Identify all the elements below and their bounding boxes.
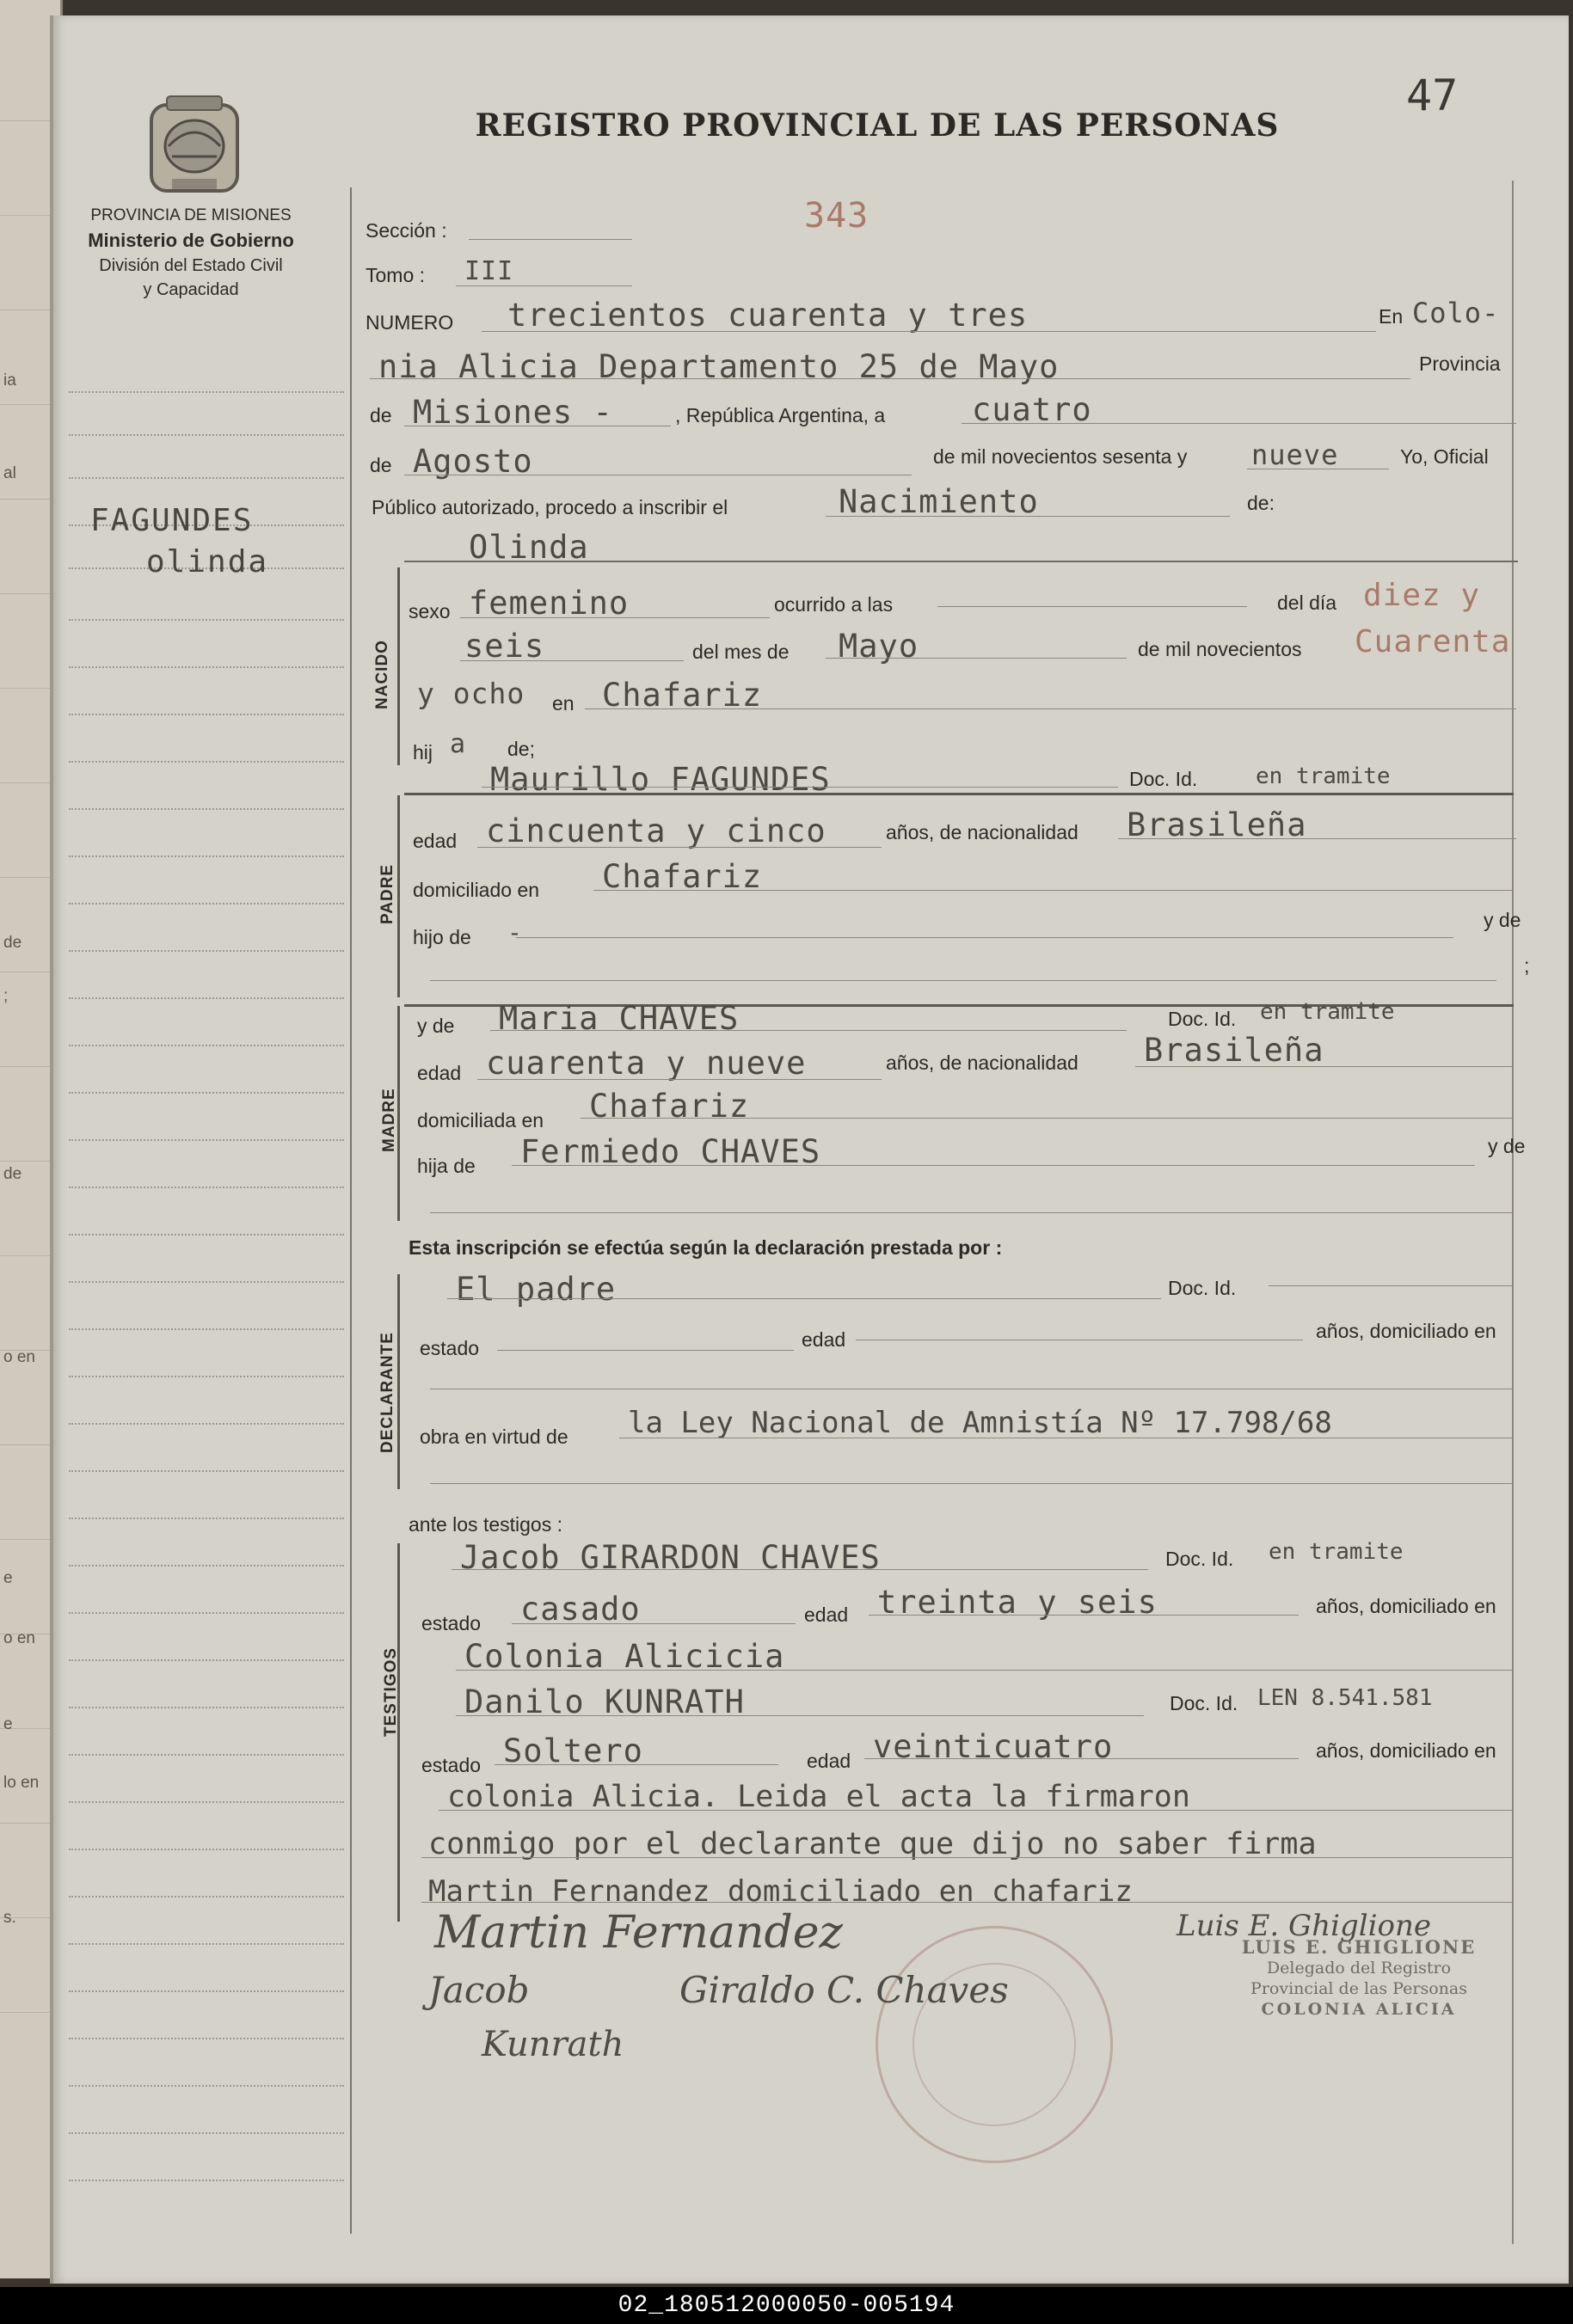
testigo2-edad-value: veinticuatro	[873, 1728, 1114, 1765]
domiciliado-label: domiciliado en	[413, 879, 540, 901]
nac-mes-value: Mayo	[839, 628, 919, 665]
declarante-label: DECLARANTE	[378, 1332, 396, 1453]
margin-rule	[69, 1565, 344, 1567]
rule	[439, 1810, 1514, 1811]
margin-rule	[69, 1518, 344, 1519]
left-fragment: s.	[3, 1909, 16, 1927]
dia-value: cuatro	[972, 391, 1092, 428]
stamp-role: Delegado del Registro	[1266, 1959, 1452, 1978]
margin-rule	[69, 1139, 344, 1141]
rule	[460, 617, 770, 618]
anios-dom-label: años, domiciliado en	[1316, 1595, 1496, 1617]
left-fragment: o en	[3, 1348, 35, 1366]
margin-rule	[69, 2085, 344, 2087]
margin-rule	[69, 619, 344, 621]
margin-rule	[69, 1896, 344, 1898]
rule	[869, 1615, 1299, 1616]
numero-label: NUMERO	[366, 311, 454, 334]
left-fragment: o en	[3, 1629, 35, 1647]
madre-label: MADRE	[380, 1088, 398, 1152]
doc-label: Doc. Id.	[1168, 1008, 1237, 1030]
testigo1-doc-value: en tramite	[1269, 1539, 1404, 1565]
padre-doc-value: en tramite	[1256, 763, 1391, 789]
rule	[456, 285, 632, 286]
rule	[477, 847, 882, 848]
seccion-value: 343	[804, 196, 869, 236]
anios-dom-label: años, domiciliado en	[1316, 1320, 1496, 1342]
section-bracket	[397, 1274, 400, 1489]
provincia-value: Misiones -	[413, 394, 613, 431]
margin-rule	[69, 1281, 344, 1283]
cierre-line-3: Martin Fernandez domiciliado en chafariz	[428, 1874, 1133, 1909]
cierre-line-2: conmigo por el declarante que dijo no saber firma	[428, 1827, 1317, 1861]
margin-rule	[69, 950, 344, 952]
nac-dia-value: diez y	[1363, 578, 1481, 613]
left-fragment: de	[3, 1165, 22, 1183]
rule	[430, 1212, 1514, 1213]
hijo-de-label: hijo de	[413, 926, 471, 948]
de2-label: de:	[1247, 492, 1275, 514]
mil-label: de mil novecientos sesenta y	[933, 445, 1188, 468]
madre-nac-value: Brasileña	[1144, 1032, 1324, 1069]
signature-official: Luis E. Ghiglione	[1177, 1909, 1431, 1943]
rule	[456, 1715, 1144, 1716]
tomo-label: Tomo :	[366, 264, 426, 286]
de-label: de	[370, 404, 392, 426]
rule	[482, 787, 1118, 788]
rule	[581, 1118, 1514, 1119]
nombre-value: Olinda	[469, 529, 589, 566]
margin-rule	[69, 2038, 344, 2039]
mil2-label: de mil novecientos	[1138, 638, 1302, 660]
padre-edad-value: cincuenta y cinco	[486, 812, 826, 849]
margin-rule	[69, 1376, 344, 1377]
obra-value: la Ley Nacional de Amnistía Nº 17.798/68	[628, 1406, 1332, 1440]
left-fragment: de	[3, 934, 22, 952]
stamp-place: COLONIA ALICIA	[1261, 1999, 1457, 2019]
nac-dia-value-cont: seis	[464, 628, 545, 665]
nac-anio-cont: y ocho	[417, 677, 525, 710]
left-fragment: ;	[3, 987, 9, 1005]
ante-label: ante los testigos :	[409, 1513, 562, 1536]
margin-rule	[69, 1092, 344, 1094]
rule	[477, 1079, 882, 1080]
official-name-stamp	[1204, 1936, 1514, 2020]
margin-rule	[69, 477, 344, 479]
edad-label: edad	[417, 1062, 462, 1084]
section-bracket	[397, 567, 400, 765]
signature-kunrath: Kunrath	[482, 2025, 624, 2064]
margin-given-name: olinda	[146, 544, 269, 579]
hij-label: hij	[413, 741, 433, 763]
edad-label: edad	[802, 1328, 846, 1351]
rule	[593, 890, 1514, 891]
rule	[962, 423, 1516, 424]
declarante-nombre-value: El padre	[456, 1271, 617, 1308]
margin-rule	[69, 434, 344, 436]
rule	[1269, 1285, 1514, 1286]
margin-rule	[69, 714, 344, 715]
margin-rule	[69, 1707, 344, 1708]
padre-dom-value: Chafariz	[602, 858, 763, 895]
estado-label: estado	[421, 1754, 482, 1776]
ministry-heading	[53, 205, 329, 302]
domiciliada-label: domiciliada en	[417, 1109, 544, 1131]
en2-label: en	[552, 692, 575, 714]
signature-giraldo-chaves: Giraldo C. Chaves	[679, 1969, 1009, 2011]
margin-rule	[69, 1470, 344, 1472]
doc-label: Doc. Id.	[1170, 1692, 1238, 1714]
rule	[495, 1764, 778, 1765]
republica-label: , República Argentina, a	[675, 404, 886, 426]
rule	[864, 1758, 1299, 1759]
margin-surname: FAGUNDES	[90, 503, 254, 538]
madre-doc-value: en tramite	[1260, 999, 1395, 1025]
margin-rule	[69, 2132, 344, 2134]
madre-padre-value: Fermiedo CHAVES	[520, 1133, 821, 1170]
seccion-label: Sección :	[366, 219, 447, 242]
page-number: 47	[1406, 71, 1459, 120]
doc-label: Doc. Id.	[1165, 1548, 1234, 1570]
acto-value: Nacimiento	[839, 483, 1039, 520]
madre-nombre-value: Maria CHAVES	[499, 1000, 740, 1037]
margin-divider	[350, 187, 352, 2234]
rule	[452, 1569, 1148, 1570]
doc-label: Doc. Id.	[1168, 1277, 1237, 1299]
rule	[370, 378, 1410, 379]
hija-de-label: hija de	[417, 1155, 476, 1177]
left-fragment: e	[3, 1715, 13, 1733]
testigo1-dom-value: Colonia Alicicia	[464, 1638, 785, 1675]
testigos-label: TESTIGOS	[382, 1646, 400, 1737]
del-mes-label: del mes de	[692, 641, 790, 663]
margin-rule	[69, 666, 344, 668]
anios-nac-label: años, de nacionalidad	[886, 821, 1078, 843]
margin-rule	[69, 808, 344, 810]
margin-rule	[69, 903, 344, 904]
page-title: REGISTRO PROVINCIAL DE LAS PERSONAS	[475, 107, 1280, 144]
province-name: PROVINCIA DE MISIONES	[90, 206, 292, 224]
mes-value: Agosto	[413, 443, 533, 480]
padre-nac-value: Brasileña	[1127, 806, 1307, 843]
padre-label: PADRE	[378, 863, 396, 924]
nac-lugar-value: Chafariz	[602, 677, 763, 714]
madre-edad-value: cuarenta y nueve	[486, 1045, 807, 1082]
rule	[482, 331, 1376, 332]
doc-label: Doc. Id.	[1129, 768, 1198, 790]
left-fragment: al	[3, 464, 16, 482]
capacity-name: y Capacidad	[143, 280, 239, 300]
margin-rule	[69, 1423, 344, 1425]
rule	[430, 1483, 1514, 1484]
stamp-office: Provincial de las Personas	[1250, 1979, 1467, 1998]
coat-of-arms-seal	[146, 93, 243, 198]
rule	[447, 1298, 1161, 1299]
sexo-value: femenino	[469, 585, 630, 622]
cierre-line-1: colonia Alicia. Leida el acta la firmaron	[447, 1780, 1190, 1814]
margin-rule	[69, 1849, 344, 1850]
ocurrido-label: ocurrido a las	[774, 593, 894, 616]
hijo-de-value: -	[507, 918, 523, 947]
numero-value: trecientos cuarenta y tres	[507, 297, 1029, 334]
rule	[585, 708, 1516, 709]
signature-jacob: Jacob	[428, 1969, 530, 2011]
nacido-label: NACIDO	[373, 640, 391, 709]
stamp-name: LUIS E. GHIGLIONE	[1241, 1936, 1477, 1958]
rule	[430, 980, 1496, 981]
provincia-label: Provincia	[1419, 353, 1501, 375]
anios-nac-label: años, de nacionalidad	[886, 1052, 1078, 1074]
y-de-label: y de	[1484, 909, 1521, 931]
anios-dom-label: años, domiciliado en	[1316, 1739, 1496, 1762]
yo-label: Yo, Oficial	[1400, 445, 1489, 468]
margin-rule	[69, 1612, 344, 1614]
margin-rule	[69, 1328, 344, 1330]
rule	[421, 1857, 1514, 1858]
rule	[469, 239, 632, 240]
sexo-label: sexo	[409, 600, 451, 622]
left-fragment: lo en	[3, 1774, 40, 1792]
testigo2-nombre-value: Danilo KUNRATH	[464, 1683, 745, 1720]
margin-rule	[69, 1187, 344, 1188]
margin-rule	[69, 997, 344, 999]
margin-rule	[69, 855, 344, 857]
del-dia-label: del día	[1277, 592, 1337, 614]
publico-label: Público autorizado, procedo a inscribir el	[372, 496, 728, 518]
testigo2-estado-value: Soltero	[503, 1732, 643, 1769]
rule	[1118, 838, 1516, 839]
en-value: Colo-	[1412, 297, 1500, 329]
margin-rule	[69, 1801, 344, 1803]
margin-rule	[69, 1990, 344, 1992]
rule	[456, 1670, 1514, 1671]
ministry-name: Ministerio de Gobierno	[88, 229, 294, 251]
testigo1-nombre-value: Jacob GIRARDON CHAVES	[460, 1539, 881, 1576]
left-fragment: ia	[3, 371, 16, 389]
testigo1-edad-value: treinta y seis	[877, 1584, 1158, 1621]
y-de2-label: y de	[417, 1015, 455, 1037]
estado-label: estado	[420, 1337, 480, 1359]
rule	[512, 1623, 796, 1624]
y-de-label: y de	[1488, 1135, 1526, 1157]
signature-martin-fernandez: Martin Fernandez	[434, 1907, 843, 1959]
rule	[826, 516, 1230, 517]
section-bracket	[397, 795, 400, 997]
de-label: de	[370, 454, 392, 476]
madre-dom-value: Chafariz	[589, 1088, 750, 1125]
margin-rule	[69, 1234, 344, 1236]
margin-rule	[69, 761, 344, 763]
left-fragment: e	[3, 1569, 13, 1587]
padre-nombre-value: Maurillo FAGUNDES	[490, 761, 831, 798]
margin-rule	[69, 2180, 344, 2181]
edad-label: edad	[804, 1603, 849, 1626]
rule	[1135, 1066, 1514, 1067]
nac-anio-value: Cuarenta	[1355, 624, 1511, 659]
margin-rule	[69, 1045, 344, 1046]
rule	[512, 1165, 1475, 1166]
rule	[404, 561, 1518, 562]
obra-label: obra en virtud de	[420, 1426, 568, 1448]
en-label: En	[1379, 305, 1404, 328]
margin-rule	[69, 391, 344, 393]
round-official-stamp	[876, 1926, 1113, 2163]
division-name: División del Estado Civil	[99, 256, 283, 276]
edad-label: edad	[413, 830, 458, 852]
testigo1-estado-value: casado	[520, 1591, 641, 1628]
rule	[937, 606, 1247, 607]
anio-value: nueve	[1251, 438, 1339, 471]
margin-rule	[69, 1754, 344, 1756]
rule	[497, 1350, 794, 1351]
semicolon: ;	[1524, 954, 1530, 977]
tomo-value: III	[464, 256, 514, 286]
hij-value: a	[450, 729, 467, 759]
hij-de-label: de;	[507, 738, 535, 760]
estado-label: estado	[421, 1612, 482, 1634]
margin-rule	[69, 1943, 344, 1945]
rule	[460, 660, 684, 661]
edad-label: edad	[807, 1750, 851, 1772]
rule	[826, 658, 1127, 659]
rule	[516, 937, 1453, 938]
testigo2-doc-value: LEN 8.541.581	[1257, 1685, 1433, 1711]
rule	[490, 1030, 1127, 1031]
margin-rule	[69, 1659, 344, 1661]
declaracion-label: Esta inscripción se efectúa según la declaración prestada por :	[409, 1236, 1003, 1259]
lugar-value: nia Alicia Departamento 25 de Mayo	[378, 348, 1060, 385]
image-id-footer: 02_180512000050-005194	[0, 2287, 1573, 2324]
rule	[421, 1902, 1514, 1903]
